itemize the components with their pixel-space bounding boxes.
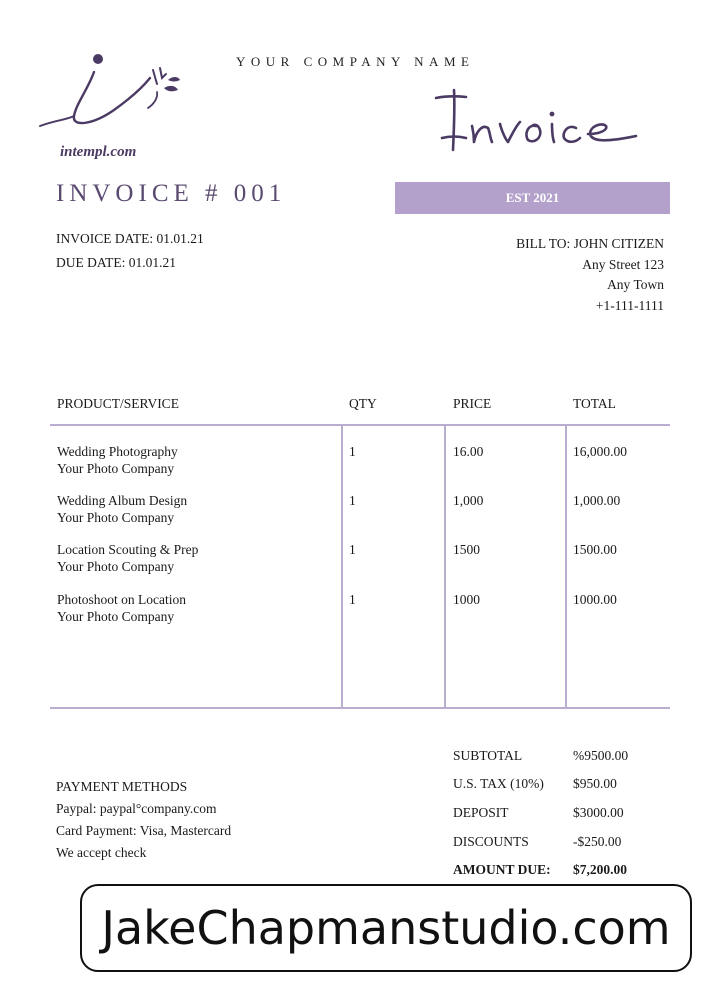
discounts-label: DISCOUNTS	[453, 834, 529, 849]
payment-title: PAYMENT METHODS	[56, 779, 188, 794]
row-qty: 1	[349, 493, 356, 508]
row-price: 1000	[453, 592, 480, 607]
column-divider	[565, 425, 567, 708]
row-total: 1500.00	[573, 542, 617, 557]
bill-to-block	[516, 234, 664, 316]
row-item: Location Scouting & Prep	[57, 542, 199, 557]
table-top-divider	[50, 424, 670, 426]
due-date: DUE DATE: 01.01.21	[56, 255, 176, 270]
row-item: Wedding Album Design	[57, 493, 188, 508]
invoice-date: INVOICE DATE: 01.01.21	[56, 231, 204, 246]
watermark-banner	[80, 884, 692, 972]
table-bottom-divider	[50, 707, 670, 709]
row-price: 1500	[453, 542, 480, 557]
column-header-price: PRICE	[453, 396, 492, 411]
bill-to-name: BILL TO: JOHN CITIZEN	[516, 236, 664, 251]
row-item: Wedding Photography	[57, 444, 178, 459]
row-total: 1,000.00	[573, 493, 621, 508]
bill-to-phone: +1-111-1111	[595, 297, 664, 313]
row-company: Your Photo Company	[57, 461, 175, 476]
row-total: 1000.00	[573, 592, 617, 607]
bill-to-street: Any Street 123	[582, 256, 664, 272]
subtotal-label: SUBTOTAL	[453, 748, 523, 763]
payment-methods	[56, 776, 231, 864]
column-divider	[444, 425, 446, 708]
column-divider	[341, 425, 343, 708]
established-label: EST 2021	[505, 190, 560, 205]
bill-to-town: Any Town	[607, 277, 664, 292]
row-description	[57, 541, 198, 575]
subtotal-value: %9500.00	[573, 748, 629, 763]
deposit-value: $3000.00	[573, 805, 624, 820]
row-qty: 1	[349, 542, 356, 557]
row-company: Your Photo Company	[57, 609, 175, 624]
payment-check: We accept check	[56, 845, 147, 860]
tax-value: $950.00	[573, 776, 617, 791]
payment-paypal: Paypal: paypal°company.com	[56, 801, 217, 816]
logo-icon	[36, 44, 196, 144]
row-description	[57, 492, 187, 526]
column-header-product: PRODUCT/SERVICE	[57, 396, 179, 411]
logo-text: intempl.com	[60, 144, 137, 160]
amount-due-label: AMOUNT DUE:	[453, 862, 551, 877]
row-company: Your Photo Company	[57, 559, 175, 574]
amount-due-value: $7,200.00	[573, 862, 627, 877]
tax-label: U.S. TAX (10%)	[453, 776, 544, 791]
established-banner	[395, 182, 670, 214]
watermark-text: JakeChapmanstudio.com	[101, 901, 671, 955]
company-name: YOUR COMPANY NAME	[236, 54, 475, 69]
payment-card: Card Payment: Visa, Mastercard	[56, 823, 232, 838]
row-price: 1,000	[453, 493, 484, 508]
row-description	[57, 591, 186, 625]
row-qty: 1	[349, 444, 356, 459]
discounts-value: -$250.00	[573, 834, 622, 849]
invoice-number-heading: INVOICE # 001	[56, 180, 287, 207]
invoice-script-heading	[430, 84, 650, 158]
row-total: 16,000.00	[573, 444, 627, 459]
row-qty: 1	[349, 592, 356, 607]
row-price: 16.00	[453, 444, 484, 459]
row-description	[57, 443, 178, 477]
column-header-total: TOTAL	[573, 396, 616, 411]
column-header-qty: QTY	[349, 396, 377, 411]
deposit-label: DEPOSIT	[453, 805, 509, 820]
row-item: Photoshoot on Location	[57, 592, 186, 607]
row-company: Your Photo Company	[57, 510, 175, 525]
